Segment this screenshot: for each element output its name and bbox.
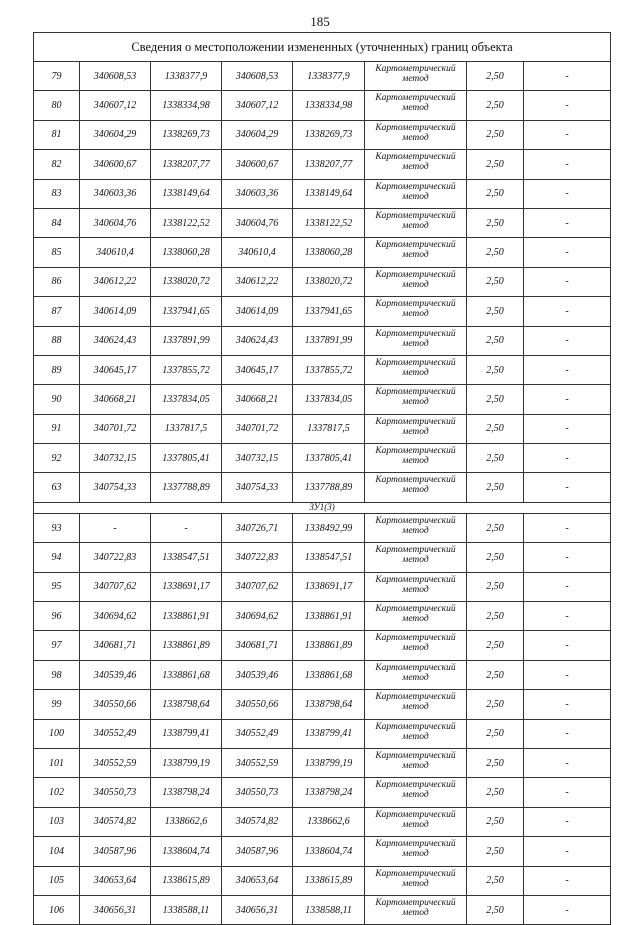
table-row xyxy=(34,690,611,719)
cell-description: - xyxy=(524,513,611,542)
cell-existing-y: 1338799,41 xyxy=(151,719,222,748)
table-row xyxy=(34,179,611,208)
cell-description: - xyxy=(524,807,611,836)
cell-existing-y: 1337891,99 xyxy=(151,326,222,355)
cell-new-x: 340604,29 xyxy=(222,120,293,149)
cell-existing-y: 1338588,11 xyxy=(151,895,222,924)
table-row xyxy=(34,513,611,542)
cell-existing-y: 1338020,72 xyxy=(151,267,222,296)
cell-existing-x: 340653,64 xyxy=(80,866,151,895)
cell-existing-y: 1338615,89 xyxy=(151,866,222,895)
cell-accuracy: 2,50 xyxy=(467,208,524,237)
cell-new-x: 340707,62 xyxy=(222,572,293,601)
cell-new-y: 1337834,05 xyxy=(293,385,365,414)
cell-point-number: 80 xyxy=(34,91,80,120)
cell-accuracy: 2,50 xyxy=(467,179,524,208)
cell-existing-y: 1338122,52 xyxy=(151,208,222,237)
cell-method: Картометрический метод xyxy=(365,91,467,120)
table-title-row xyxy=(34,33,611,62)
cell-accuracy: 2,50 xyxy=(467,385,524,414)
cell-description: - xyxy=(524,473,611,502)
cell-accuracy: 2,50 xyxy=(467,866,524,895)
section-row xyxy=(34,502,611,513)
cell-description: - xyxy=(524,414,611,443)
cell-accuracy: 2,50 xyxy=(467,297,524,326)
cell-existing-x: 340600,67 xyxy=(80,150,151,179)
cell-point-number: 85 xyxy=(34,238,80,267)
cell-method: Картометрический метод xyxy=(365,895,467,924)
cell-accuracy: 2,50 xyxy=(467,778,524,807)
cell-description: - xyxy=(524,660,611,689)
cell-method: Картометрический метод xyxy=(365,719,467,748)
cell-new-y: 1338492,99 xyxy=(293,513,365,542)
cell-description: - xyxy=(524,355,611,384)
table-row xyxy=(34,473,611,502)
cell-description: - xyxy=(524,572,611,601)
cell-accuracy: 2,50 xyxy=(467,62,524,91)
cell-point-number: 89 xyxy=(34,355,80,384)
cell-accuracy: 2,50 xyxy=(467,444,524,473)
table-row xyxy=(34,602,611,631)
cell-existing-y: 1338060,28 xyxy=(151,238,222,267)
cell-existing-x: 340604,29 xyxy=(80,120,151,149)
cell-method: Картометрический метод xyxy=(365,513,467,542)
cell-new-y: 1338662,6 xyxy=(293,807,365,836)
cell-new-y: 1338615,89 xyxy=(293,866,365,895)
table-row xyxy=(34,208,611,237)
cell-description: - xyxy=(524,385,611,414)
cell-existing-x: 340574,82 xyxy=(80,807,151,836)
cell-new-x: 340552,49 xyxy=(222,719,293,748)
cell-method: Картометрический метод xyxy=(365,473,467,502)
cell-accuracy: 2,50 xyxy=(467,355,524,384)
cell-accuracy: 2,50 xyxy=(467,238,524,267)
page-number: 185 xyxy=(310,14,330,29)
table-row xyxy=(34,238,611,267)
cell-existing-x: 340552,59 xyxy=(80,748,151,777)
cell-new-y: 1338588,11 xyxy=(293,895,365,924)
cell-new-x: 340550,73 xyxy=(222,778,293,807)
table-row xyxy=(34,778,611,807)
cell-new-y: 1338547,51 xyxy=(293,543,365,572)
coordinates-table xyxy=(33,32,611,925)
cell-point-number: 88 xyxy=(34,326,80,355)
cell-point-number: 93 xyxy=(34,513,80,542)
cell-existing-y: 1338861,89 xyxy=(151,631,222,660)
cell-point-number: 81 xyxy=(34,120,80,149)
cell-point-number: 105 xyxy=(34,866,80,895)
cell-description: - xyxy=(524,866,611,895)
cell-point-number: 101 xyxy=(34,748,80,777)
table-row xyxy=(34,267,611,296)
cell-new-y: 1338799,41 xyxy=(293,719,365,748)
cell-description: - xyxy=(524,179,611,208)
cell-method: Картометрический метод xyxy=(365,543,467,572)
cell-point-number: 99 xyxy=(34,690,80,719)
cell-method: Картометрический метод xyxy=(365,414,467,443)
cell-description: - xyxy=(524,120,611,149)
cell-point-number: 86 xyxy=(34,267,80,296)
cell-new-x: 340645,17 xyxy=(222,355,293,384)
cell-new-y: 1338604,74 xyxy=(293,837,365,866)
cell-existing-y: 1338604,74 xyxy=(151,837,222,866)
cell-new-x: 340574,82 xyxy=(222,807,293,836)
cell-accuracy: 2,50 xyxy=(467,414,524,443)
cell-new-y: 1338799,19 xyxy=(293,748,365,777)
cell-method: Картометрический метод xyxy=(365,660,467,689)
table-row xyxy=(34,297,611,326)
table-row xyxy=(34,414,611,443)
cell-existing-y: 1338547,51 xyxy=(151,543,222,572)
cell-point-number: 84 xyxy=(34,208,80,237)
cell-new-y: 1337941,65 xyxy=(293,297,365,326)
cell-method: Картометрический метод xyxy=(365,297,467,326)
cell-existing-x: - xyxy=(80,513,151,542)
cell-accuracy: 2,50 xyxy=(467,150,524,179)
cell-existing-x: 340656,31 xyxy=(80,895,151,924)
table-row xyxy=(34,748,611,777)
cell-existing-y: - xyxy=(151,513,222,542)
cell-existing-x: 340610,4 xyxy=(80,238,151,267)
cell-point-number: 91 xyxy=(34,414,80,443)
cell-existing-x: 340550,66 xyxy=(80,690,151,719)
cell-method: Картометрический метод xyxy=(365,807,467,836)
cell-existing-y: 1338377,9 xyxy=(151,62,222,91)
cell-description: - xyxy=(524,895,611,924)
cell-accuracy: 2,50 xyxy=(467,837,524,866)
cell-description: - xyxy=(524,91,611,120)
cell-point-number: 83 xyxy=(34,179,80,208)
cell-accuracy: 2,50 xyxy=(467,267,524,296)
cell-method: Картометрический метод xyxy=(365,150,467,179)
cell-accuracy: 2,50 xyxy=(467,326,524,355)
cell-new-y: 1338861,91 xyxy=(293,602,365,631)
cell-existing-x: 340603,36 xyxy=(80,179,151,208)
cell-existing-x: 340681,71 xyxy=(80,631,151,660)
cell-description: - xyxy=(524,238,611,267)
cell-existing-y: 1338269,73 xyxy=(151,120,222,149)
cell-point-number: 97 xyxy=(34,631,80,660)
table-row xyxy=(34,837,611,866)
cell-accuracy: 2,50 xyxy=(467,748,524,777)
table-row xyxy=(34,895,611,924)
cell-new-x: 340552,59 xyxy=(222,748,293,777)
cell-point-number: 95 xyxy=(34,572,80,601)
cell-description: - xyxy=(524,719,611,748)
cell-new-x: 340610,4 xyxy=(222,238,293,267)
cell-method: Картометрический метод xyxy=(365,602,467,631)
cell-existing-y: 1338334,98 xyxy=(151,91,222,120)
table-row xyxy=(34,91,611,120)
cell-existing-y: 1338799,19 xyxy=(151,748,222,777)
cell-method: Картометрический метод xyxy=(365,444,467,473)
cell-accuracy: 2,50 xyxy=(467,572,524,601)
table-row xyxy=(34,807,611,836)
cell-existing-y: 1337855,72 xyxy=(151,355,222,384)
cell-point-number: 63 xyxy=(34,473,80,502)
cell-description: - xyxy=(524,267,611,296)
cell-existing-x: 340587,96 xyxy=(80,837,151,866)
cell-existing-x: 340539,46 xyxy=(80,660,151,689)
cell-new-x: 340608,53 xyxy=(222,62,293,91)
cell-method: Картометрический метод xyxy=(365,748,467,777)
table-row xyxy=(34,866,611,895)
cell-new-y: 1338207,77 xyxy=(293,150,365,179)
cell-point-number: 103 xyxy=(34,807,80,836)
cell-point-number: 98 xyxy=(34,660,80,689)
cell-method: Картометрический метод xyxy=(365,631,467,660)
cell-new-x: 340607,12 xyxy=(222,91,293,120)
cell-existing-x: 340707,62 xyxy=(80,572,151,601)
cell-existing-y: 1338798,64 xyxy=(151,690,222,719)
cell-existing-x: 340732,15 xyxy=(80,444,151,473)
cell-existing-x: 340645,17 xyxy=(80,355,151,384)
cell-description: - xyxy=(524,690,611,719)
cell-description: - xyxy=(524,150,611,179)
table-row xyxy=(34,385,611,414)
cell-method: Картометрический метод xyxy=(365,837,467,866)
cell-method: Картометрический метод xyxy=(365,326,467,355)
cell-point-number: 96 xyxy=(34,602,80,631)
cell-new-x: 340722,83 xyxy=(222,543,293,572)
cell-existing-y: 1338691,17 xyxy=(151,572,222,601)
cell-new-x: 340653,64 xyxy=(222,866,293,895)
cell-new-x: 340603,36 xyxy=(222,179,293,208)
cell-method: Картометрический метод xyxy=(365,690,467,719)
cell-accuracy: 2,50 xyxy=(467,120,524,149)
table-row xyxy=(34,572,611,601)
cell-new-y: 1338691,17 xyxy=(293,572,365,601)
cell-existing-y: 1338662,6 xyxy=(151,807,222,836)
cell-point-number: 79 xyxy=(34,62,80,91)
cell-new-x: 340624,43 xyxy=(222,326,293,355)
cell-new-y: 1337855,72 xyxy=(293,355,365,384)
cell-existing-x: 340614,09 xyxy=(80,297,151,326)
cell-new-y: 1337788,89 xyxy=(293,473,365,502)
cell-new-y: 1338861,89 xyxy=(293,631,365,660)
cell-description: - xyxy=(524,208,611,237)
cell-description: - xyxy=(524,602,611,631)
cell-new-x: 340604,76 xyxy=(222,208,293,237)
cell-existing-x: 340701,72 xyxy=(80,414,151,443)
cell-existing-x: 340694,62 xyxy=(80,602,151,631)
cell-accuracy: 2,50 xyxy=(467,807,524,836)
table-row xyxy=(34,120,611,149)
cell-point-number: 106 xyxy=(34,895,80,924)
cell-new-y: 1338377,9 xyxy=(293,62,365,91)
cell-existing-y: 1337941,65 xyxy=(151,297,222,326)
cell-new-y: 1338122,52 xyxy=(293,208,365,237)
cell-existing-x: 340607,12 xyxy=(80,91,151,120)
cell-description: - xyxy=(524,837,611,866)
cell-accuracy: 2,50 xyxy=(467,513,524,542)
cell-description: - xyxy=(524,631,611,660)
cell-new-x: 340668,21 xyxy=(222,385,293,414)
cell-method: Картометрический метод xyxy=(365,238,467,267)
cell-new-x: 340726,71 xyxy=(222,513,293,542)
table-row xyxy=(34,543,611,572)
cell-point-number: 100 xyxy=(34,719,80,748)
cell-point-number: 94 xyxy=(34,543,80,572)
cell-existing-x: 340552,49 xyxy=(80,719,151,748)
table-row xyxy=(34,444,611,473)
cell-accuracy: 2,50 xyxy=(467,543,524,572)
cell-new-x: 340550,66 xyxy=(222,690,293,719)
cell-existing-y: 1338207,77 xyxy=(151,150,222,179)
cell-new-y: 1338020,72 xyxy=(293,267,365,296)
cell-existing-y: 1337788,89 xyxy=(151,473,222,502)
table-row xyxy=(34,62,611,91)
cell-method: Картометрический метод xyxy=(365,120,467,149)
cell-existing-y: 1337805,41 xyxy=(151,444,222,473)
cell-point-number: 90 xyxy=(34,385,80,414)
cell-new-y: 1338149,64 xyxy=(293,179,365,208)
cell-method: Картометрический метод xyxy=(365,62,467,91)
cell-method: Картометрический метод xyxy=(365,355,467,384)
cell-accuracy: 2,50 xyxy=(467,690,524,719)
cell-new-x: 340681,71 xyxy=(222,631,293,660)
cell-method: Картометрический метод xyxy=(365,866,467,895)
cell-point-number: 87 xyxy=(34,297,80,326)
cell-existing-y: 1337834,05 xyxy=(151,385,222,414)
cell-existing-x: 340754,33 xyxy=(80,473,151,502)
table-title: Сведения о местоположении измененных (уточненных) границ объекта xyxy=(34,33,611,62)
cell-new-x: 340732,15 xyxy=(222,444,293,473)
cell-new-x: 340701,72 xyxy=(222,414,293,443)
cell-point-number: 92 xyxy=(34,444,80,473)
cell-point-number: 102 xyxy=(34,778,80,807)
cell-existing-x: 340624,43 xyxy=(80,326,151,355)
cell-description: - xyxy=(524,62,611,91)
cell-new-x: 340754,33 xyxy=(222,473,293,502)
cell-new-x: 340600,67 xyxy=(222,150,293,179)
cell-existing-y: 1338861,91 xyxy=(151,602,222,631)
cell-new-y: 1338060,28 xyxy=(293,238,365,267)
cell-description: - xyxy=(524,326,611,355)
cell-existing-y: 1338149,64 xyxy=(151,179,222,208)
cell-new-x: 340614,09 xyxy=(222,297,293,326)
cell-description: - xyxy=(524,297,611,326)
cell-new-y: 1338334,98 xyxy=(293,91,365,120)
table-row xyxy=(34,326,611,355)
cell-new-y: 1337817,5 xyxy=(293,414,365,443)
cell-existing-y: 1337817,5 xyxy=(151,414,222,443)
table-row xyxy=(34,150,611,179)
table-row xyxy=(34,631,611,660)
cell-new-y: 1338798,64 xyxy=(293,690,365,719)
cell-existing-x: 340604,76 xyxy=(80,208,151,237)
cell-new-x: 340694,62 xyxy=(222,602,293,631)
cell-existing-x: 340608,53 xyxy=(80,62,151,91)
cell-new-y: 1338861,68 xyxy=(293,660,365,689)
cell-new-x: 340587,96 xyxy=(222,837,293,866)
cell-accuracy: 2,50 xyxy=(467,719,524,748)
cell-existing-x: 340612,22 xyxy=(80,267,151,296)
cell-accuracy: 2,50 xyxy=(467,631,524,660)
cell-method: Картометрический метод xyxy=(365,385,467,414)
section-label: ЗУ1(3) xyxy=(34,502,611,513)
cell-new-x: 340539,46 xyxy=(222,660,293,689)
table-row xyxy=(34,719,611,748)
cell-accuracy: 2,50 xyxy=(467,602,524,631)
cell-new-y: 1338269,73 xyxy=(293,120,365,149)
cell-existing-y: 1338798,24 xyxy=(151,778,222,807)
cell-method: Картометрический метод xyxy=(365,778,467,807)
cell-new-y: 1337805,41 xyxy=(293,444,365,473)
cell-method: Картометрический метод xyxy=(365,179,467,208)
cell-description: - xyxy=(524,444,611,473)
cell-point-number: 82 xyxy=(34,150,80,179)
cell-existing-y: 1338861,68 xyxy=(151,660,222,689)
cell-accuracy: 2,50 xyxy=(467,660,524,689)
table-row xyxy=(34,355,611,384)
cell-description: - xyxy=(524,543,611,572)
cell-accuracy: 2,50 xyxy=(467,473,524,502)
cell-accuracy: 2,50 xyxy=(467,895,524,924)
cell-existing-x: 340722,83 xyxy=(80,543,151,572)
cell-description: - xyxy=(524,778,611,807)
cell-new-x: 340656,31 xyxy=(222,895,293,924)
cell-method: Картометрический метод xyxy=(365,208,467,237)
cell-method: Картометрический метод xyxy=(365,572,467,601)
cell-description: - xyxy=(524,748,611,777)
table-row xyxy=(34,660,611,689)
cell-existing-x: 340668,21 xyxy=(80,385,151,414)
cell-existing-x: 340550,73 xyxy=(80,778,151,807)
cell-accuracy: 2,50 xyxy=(467,91,524,120)
cell-new-x: 340612,22 xyxy=(222,267,293,296)
cell-new-y: 1338798,24 xyxy=(293,778,365,807)
cell-point-number: 104 xyxy=(34,837,80,866)
cell-method: Картометрический метод xyxy=(365,267,467,296)
cell-new-y: 1337891,99 xyxy=(293,326,365,355)
